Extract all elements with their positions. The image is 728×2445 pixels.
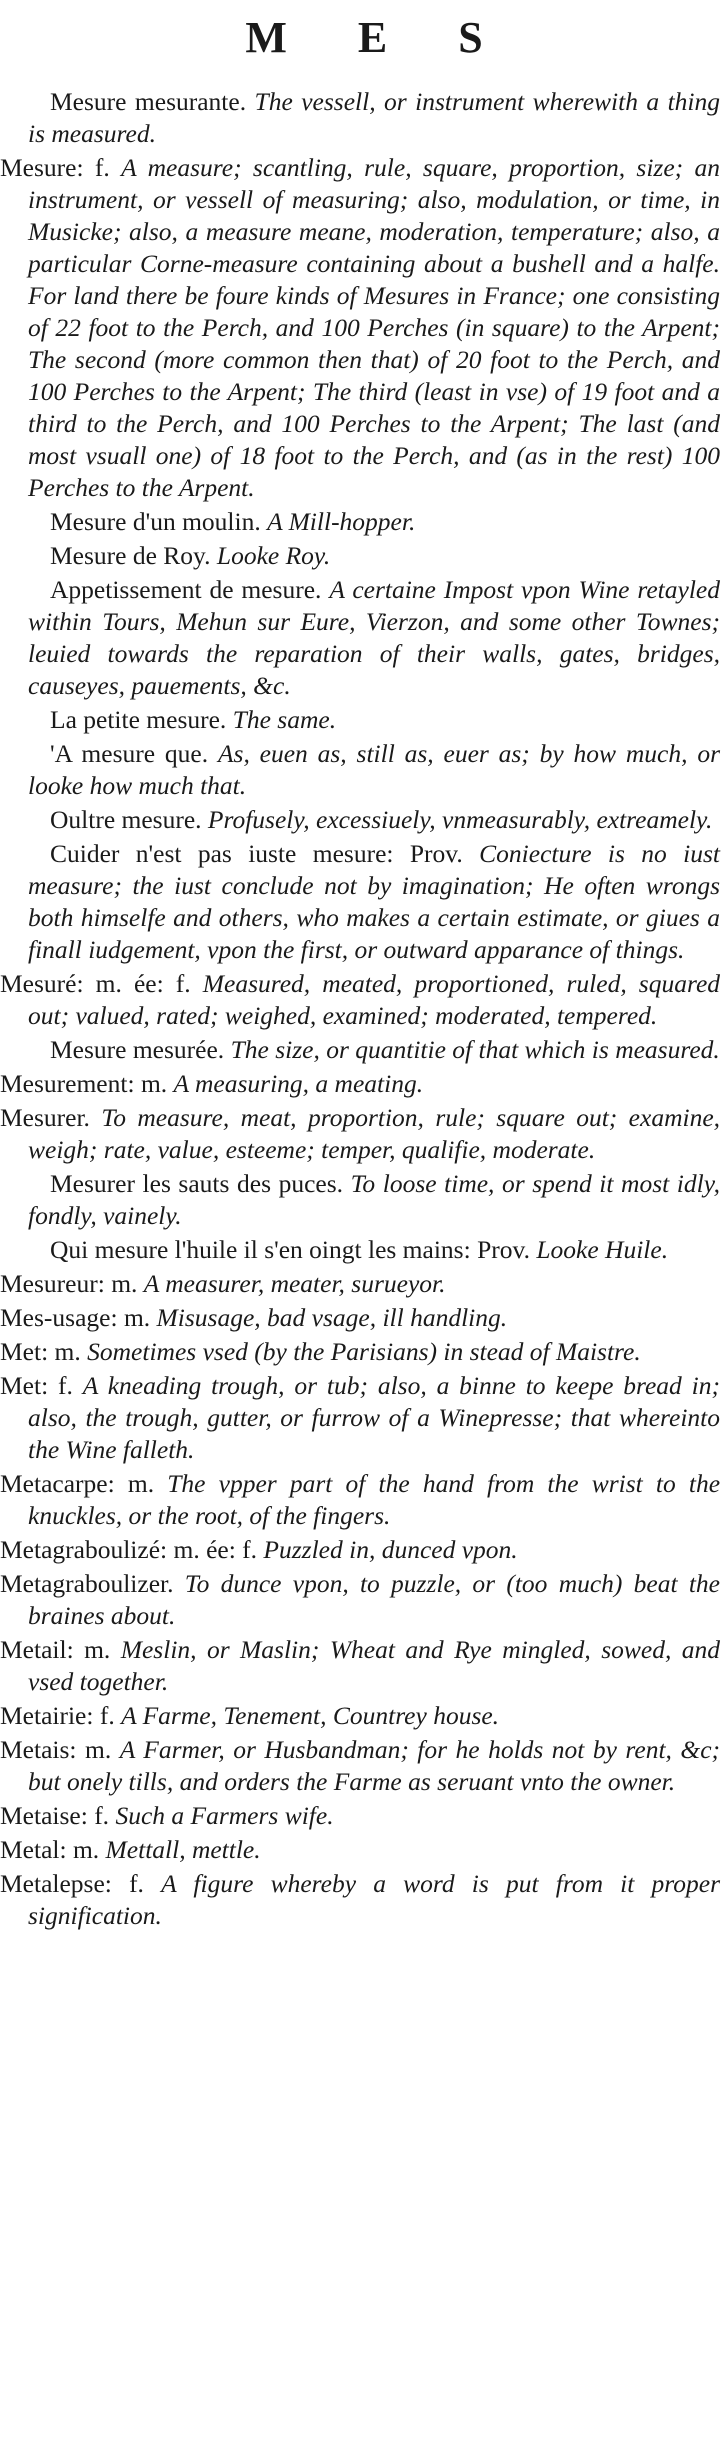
headword: Mes-usage: xyxy=(0,1303,118,1332)
dictionary-entry xyxy=(0,1336,720,1368)
dictionary-entry xyxy=(0,1268,720,1300)
headword: La petite mesure. xyxy=(50,705,227,734)
grammar-label: f. xyxy=(99,1701,115,1730)
definition: The vpper part of the hand from the wrist to the knuckles, or the root, of the fingers. xyxy=(28,1469,721,1530)
dictionary-entry xyxy=(0,1634,720,1698)
headword: Metail: xyxy=(0,1635,74,1664)
definition: To loose time, or spend it most idly, fondly, vainely. xyxy=(28,1169,720,1230)
headword: Mesure mesurante. xyxy=(50,87,247,116)
definition: A Farmer, or Husbandman; for he holds not by rent, &c; but onely tills, and orders the Farme as seruant vnto the owner. xyxy=(28,1735,721,1796)
grammar-label: m. xyxy=(84,1635,111,1664)
dictionary-entry xyxy=(0,738,720,802)
headword: Appetissement de mesure. xyxy=(50,575,322,604)
dictionary-entry xyxy=(0,1370,720,1466)
definition: A measurer, meater, surueyor. xyxy=(143,1269,446,1298)
dictionary-entry xyxy=(0,1468,720,1532)
dictionary-entry xyxy=(0,1302,720,1334)
dictionary-entry xyxy=(0,506,720,538)
headword: Metagraboulizé: xyxy=(0,1535,168,1564)
definition: Coniecture is no iust measure; the iust conclude not by imagination; He often wrongs both himselfe and others, who makes a certain estimate, or giues a finall iudgement, vpon the first, or outward apparance of things. xyxy=(28,839,721,964)
dictionary-entry xyxy=(0,838,720,966)
headword: Metal: xyxy=(0,1835,67,1864)
dictionary-entry xyxy=(0,1734,720,1798)
headword: Met: xyxy=(0,1371,49,1400)
headword: Metaise: xyxy=(0,1801,88,1830)
definition: Sometimes vsed (by the Parisians) in stead of Maistre. xyxy=(87,1337,641,1366)
definition: To measure, meat, proportion, rule; square out; examine, weigh; rate, value, esteeme; temper, qualifie, moderate. xyxy=(28,1103,721,1164)
definition: Mettall, mettle. xyxy=(105,1835,261,1864)
grammar-label: m. xyxy=(84,1735,112,1764)
dictionary-entry xyxy=(0,704,720,736)
definition: Looke Huile. xyxy=(536,1235,669,1264)
dictionary-entry xyxy=(0,1834,720,1866)
grammar-label: f. xyxy=(129,1869,144,1898)
definition: A certaine Impost vpon Wine retayled within Tours, Mehun sur Eure, Vierzon, and some other Townes; leuied towards the reparation of their walls, gates, bridges, causeyes, pauements, &c. xyxy=(28,575,720,700)
grammar-label: Prov. xyxy=(477,1235,530,1264)
definition: Profusely, excessiuely, vnmeasurably, extreamely. xyxy=(207,805,713,834)
headword: Mesure de Roy. xyxy=(50,541,211,570)
definition: A kneading trough, or tub; also, a binne to keepe bread in; also, the trough, gutter, or furrow of a Winepresse; that whereinto the Wine falleth. xyxy=(28,1371,720,1464)
dictionary-entry xyxy=(0,1868,720,1932)
headword: Mesuré: xyxy=(0,969,84,998)
headword: Met: xyxy=(0,1337,49,1366)
grammar-label: m. ée: f. xyxy=(173,1535,258,1564)
dictionary-entry xyxy=(0,1800,720,1832)
dictionary-entry xyxy=(0,804,720,836)
headword: 'A mesure que. xyxy=(50,739,209,768)
grammar-label: f. xyxy=(94,153,110,182)
definition: As, euen as, still as, euer as; by how much, or looke how much that. xyxy=(28,739,720,800)
definition: A Mill-hopper. xyxy=(267,507,416,536)
headword: Cuider n'est pas iuste mesure: xyxy=(50,839,394,868)
dictionary-entry xyxy=(0,1034,720,1066)
headword: Mesurement: xyxy=(0,1069,135,1098)
dictionary-entry xyxy=(0,1234,720,1266)
definition: Meslin, or Maslin; Wheat and Rye mingled, sowed, and vsed together. xyxy=(28,1635,721,1696)
definition: A Farme, Tenement, Countrey house. xyxy=(121,1701,500,1730)
grammar-label: m. xyxy=(54,1337,81,1366)
dictionary-entry xyxy=(0,1168,720,1232)
definition: Looke Roy. xyxy=(216,541,331,570)
headword: Metalepse: xyxy=(0,1869,112,1898)
dictionary-entry xyxy=(0,1700,720,1732)
definition: A measure; scantling, rule, square, proportion, size; an instrument, or vessell of measuring; also, modulation, or time, in Musicke; also, a measure meane, moderation, temperature; also, a particular Corne-measure containing about a bushell and a halfe. For land there be foure kinds of Mesures in France; one consisting of 22 foot to the Perch, and 100 Perches (in square) to the Arpent; The second (more common then that) of 20 foot to the Perch, and 100 Perches to the Arpent; The third (least in vse) of 19 foot and a third to the Perch, and 100 Perches to the Arpent; The last (and most vsuall one) of 18 foot to the Perch, and (as in the rest) 100 Perches to the Arpent. xyxy=(28,153,721,502)
definition: Misusage, bad vsage, ill handling. xyxy=(156,1303,508,1332)
grammar-label: f. xyxy=(94,1801,110,1830)
headword: Mesure d'un moulin. xyxy=(50,507,261,536)
headword: Metais: xyxy=(0,1735,77,1764)
dictionary-entry xyxy=(0,1568,720,1632)
definition: Measured, meated, proportioned, ruled, squared out; valued, rated; weighed, examined; moderated, tempered. xyxy=(28,969,721,1030)
dictionary-entry xyxy=(0,152,720,504)
definition: Such a Farmers wife. xyxy=(115,1801,334,1830)
grammar-label: m. xyxy=(111,1269,138,1298)
dictionary-entry xyxy=(0,1068,720,1100)
definition: To dunce vpon, to puzzle, or (too much) beat the braines about. xyxy=(28,1569,720,1630)
grammar-label: m. xyxy=(123,1303,151,1332)
headword: Mesurer. xyxy=(0,1103,90,1132)
headword: Metairie: xyxy=(0,1701,94,1730)
definition: A figure whereby a word is put from it proper signification. xyxy=(28,1869,721,1930)
dictionary-entry xyxy=(0,540,720,572)
dictionary-entry xyxy=(0,86,720,150)
grammar-label: m. xyxy=(127,1469,155,1498)
definition: The same. xyxy=(232,705,337,734)
headword: Metagraboulizer. xyxy=(0,1569,174,1598)
headword: Mesureur: xyxy=(0,1269,105,1298)
definition: Puzzled in, dunced vpon. xyxy=(263,1535,518,1564)
headword: Oultre mesure. xyxy=(50,805,202,834)
headword: Mesure mesurée. xyxy=(50,1035,225,1064)
headword: Metacarpe: xyxy=(0,1469,115,1498)
dictionary-entry xyxy=(0,574,720,702)
running-head: M E S xyxy=(245,13,513,62)
definition: The size, or quantitie of that which is measured. xyxy=(230,1035,720,1064)
dictionary-entry xyxy=(0,1102,720,1166)
grammar-label: Prov. xyxy=(409,839,463,868)
entry-list xyxy=(0,86,720,1932)
grammar-label: m. ée: f. xyxy=(95,969,191,998)
definition: A measuring, a meating. xyxy=(173,1069,424,1098)
dictionary-entry xyxy=(0,1534,720,1566)
headword: Qui mesure l'huile il s'en oingt les mains: xyxy=(50,1235,471,1264)
grammar-label: m. xyxy=(140,1069,168,1098)
grammar-label: m. xyxy=(72,1835,100,1864)
definition: The vessell, or instrument wherewith a thing is measured. xyxy=(28,87,721,148)
grammar-label: f. xyxy=(58,1371,73,1400)
headword: Mesurer les sauts des puces. xyxy=(50,1169,344,1198)
dictionary-entry xyxy=(0,968,720,1032)
headword: Mesure: xyxy=(0,153,84,182)
